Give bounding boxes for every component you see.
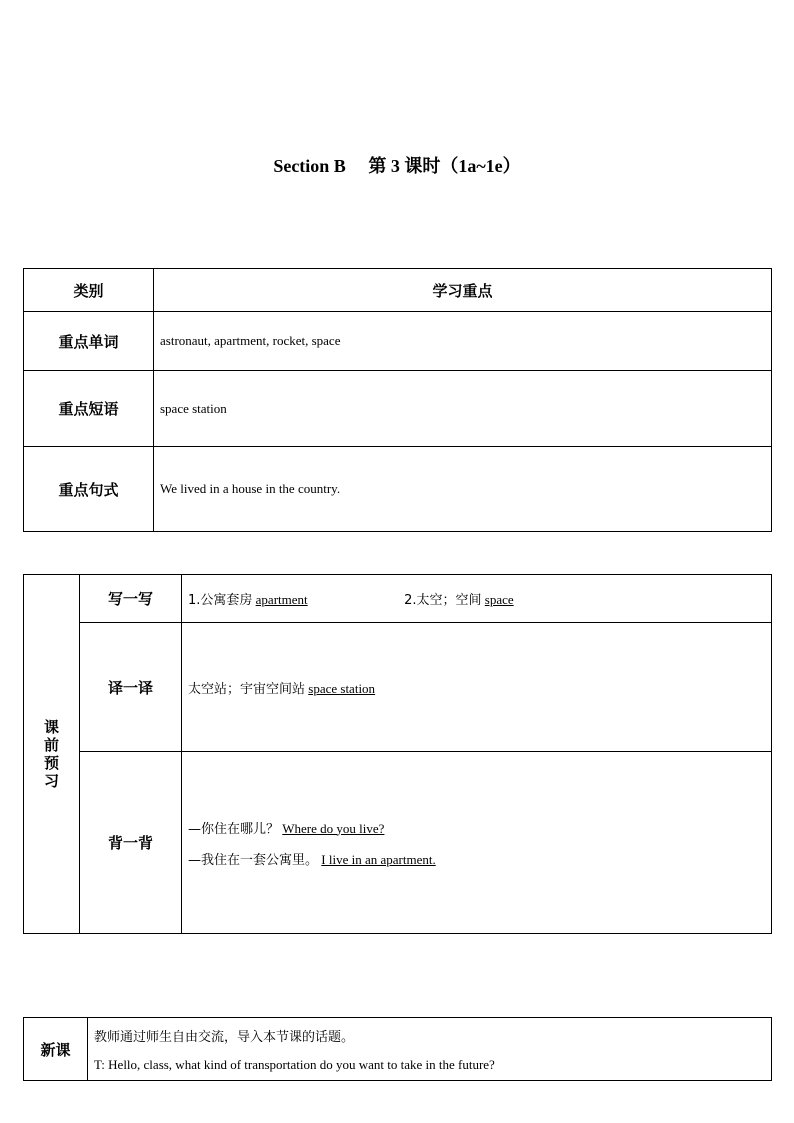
recite-label: 背一背 [80,752,182,934]
write-label: 写一写 [80,575,182,623]
translate-label: 译一译 [80,623,182,752]
recite-answer-2: I live in an apartment. [321,851,436,867]
new-lesson-content [88,1018,772,1081]
preview-section-label: 课 前 预 习 [24,575,80,934]
page-title: Section B 第 3 课时（1a~1e） [273,156,521,176]
key-sentences-content: We lived in a house in the country. [154,447,772,532]
write-answer-2: space [484,592,514,607]
recite-answer-1: Where do you live? [282,820,385,836]
write-answer-1: apartment [255,592,308,607]
key-points-table [23,268,772,532]
new-lesson-line-1: 教师通过师生自由交流，导入本节课的话题。 [94,1029,355,1045]
new-lesson-table [23,1017,772,1081]
recite-content: —你住在哪儿？ Where do you live? —我住在一套公寓里。 I live in an apartment. [182,752,772,934]
new-lesson-label: 新课 [24,1018,88,1081]
focus-header: 学习重点 [154,269,772,312]
key-words-label: 重点单词 [24,312,154,371]
preview-table [23,574,772,934]
key-words-content: astronaut, apartment, rocket, space [154,312,772,371]
category-header: 类别 [24,269,154,312]
key-sentences-label: 重点句式 [24,447,154,532]
key-phrases-label: 重点短语 [24,371,154,447]
translate-answer: space station [308,680,376,696]
key-phrases-content: space station [154,371,772,447]
new-lesson-line-2: T: Hello, class, what kind of transportation do you want to take in the future? [94,1056,495,1072]
translate-content: 太空站；宇宙空间站 space station [182,623,772,752]
write-content: 1.公寓套房 apartment 2.太空；空间 space [182,575,772,623]
